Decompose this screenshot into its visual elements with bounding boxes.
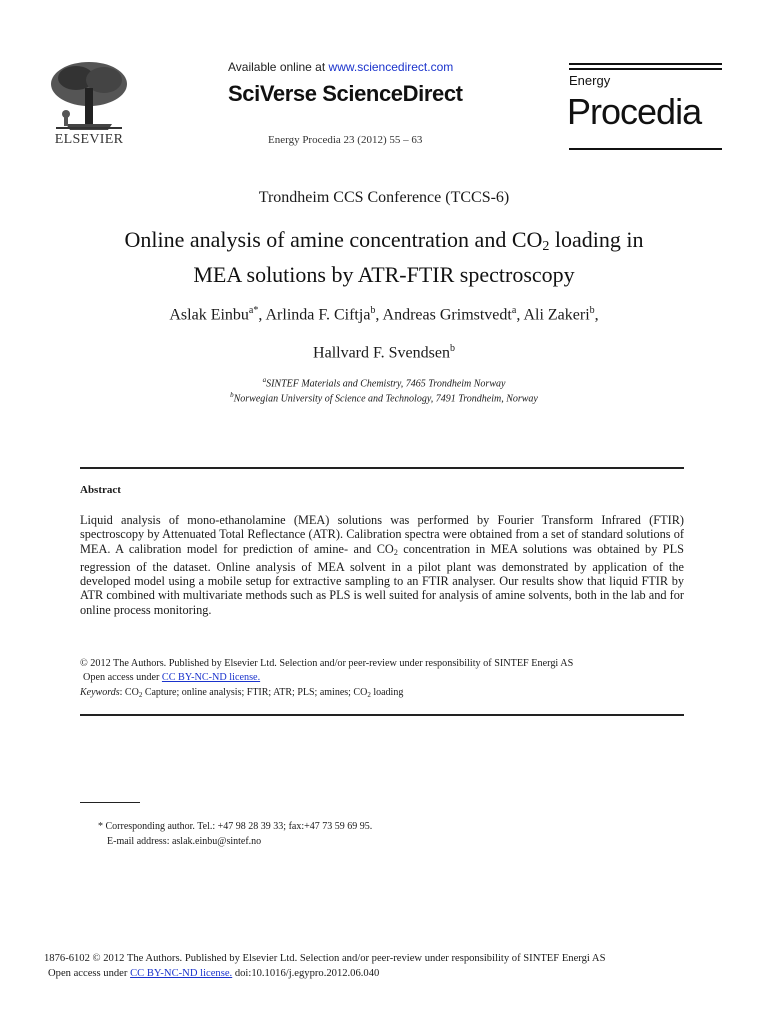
journal-citation: Energy Procedia 23 (2012) 55 – 63 bbox=[268, 134, 423, 146]
affiliation-mark: b bbox=[230, 391, 234, 399]
abstract-rule-top bbox=[80, 467, 684, 469]
keyword-text: Capture; online analysis; FTIR; ATR; PLS; amines; CO bbox=[142, 687, 368, 698]
tree-icon bbox=[46, 58, 132, 134]
title-subscript: 2 bbox=[542, 239, 550, 254]
journal-name-large: Procedia bbox=[567, 91, 702, 132]
affiliation-mark: a bbox=[262, 376, 267, 384]
abstract-subscript: 2 bbox=[393, 547, 398, 557]
abstract-part: Liquid analysis of mono-ethanolamine (MEA) solutions was performed by Fourier Transform Infrared (FTIR) spectroscopy by Attenuated Total Reflectance (ATR). Calibration spectra were obtained from a set of standard solutions of MEA. A calibration model for prediction of amine- and CO bbox=[80, 513, 684, 556]
open-access-prefix: Open access under bbox=[48, 968, 131, 979]
email-note: E-mail address: aslak.einbu@sintef.no bbox=[107, 836, 262, 847]
paper-title bbox=[40, 226, 728, 289]
author-name: Aslak Einbu bbox=[169, 306, 249, 324]
publisher-name: ELSEVIER bbox=[54, 132, 124, 147]
author-list bbox=[40, 294, 728, 371]
keywords-label: Keywords bbox=[80, 687, 120, 698]
affiliation-text: Norwegian University of Science and Technology, 7491 Trondheim, Norway bbox=[233, 393, 538, 405]
issn-copyright-line: 1876-6102 © 2012 The Authors. Published by Elsevier Ltd. Selection and/or peer-review under responsibility of SINTEF Energi AS bbox=[44, 953, 606, 964]
affiliation-a bbox=[40, 376, 728, 389]
author-sep: , bbox=[516, 306, 524, 324]
author-affil-mark: b bbox=[589, 305, 595, 316]
author-affil-mark: a* bbox=[248, 305, 259, 316]
author-name: Ali Zakeri bbox=[523, 306, 590, 324]
license-link[interactable]: CC BY-NC-ND license. bbox=[161, 672, 261, 683]
availability-prefix: Available online at bbox=[228, 60, 329, 74]
keyword-text: loading bbox=[370, 687, 404, 698]
journal-rule-bottom bbox=[569, 148, 722, 150]
keyword-subscript: 2 bbox=[367, 691, 371, 699]
affiliation-b bbox=[40, 391, 728, 404]
author-affil-mark: a bbox=[511, 305, 517, 316]
keyword-subscript: 2 bbox=[138, 691, 143, 699]
affiliation-text: SINTEF Materials and Chemistry, 7465 Trondheim Norway bbox=[266, 378, 506, 390]
bottom-license-link[interactable]: CC BY-NC-ND license. bbox=[130, 968, 233, 979]
author-sep: , bbox=[375, 306, 383, 324]
journal-name-small: Energy bbox=[569, 73, 611, 88]
copyright-line: © 2012 The Authors. Published by Elsevier Ltd. Selection and/or peer-review under responsibility of SINTEF Energi AS bbox=[80, 658, 574, 669]
author-name: Arlinda F. Ciftja bbox=[265, 306, 371, 324]
author-sep: , bbox=[594, 306, 599, 324]
doi-text: doi:10.1016/j.egypro.2012.06.040 bbox=[232, 968, 380, 979]
abstract-rule-bottom bbox=[80, 714, 684, 716]
author-affil-mark: b bbox=[370, 305, 376, 316]
availability-line bbox=[228, 60, 453, 74]
open-access-line bbox=[83, 672, 260, 683]
conference-name: Trondheim CCS Conference (TCCS-6) bbox=[258, 189, 510, 206]
author-affil-mark: b bbox=[449, 343, 455, 355]
author-name: Hallvard F. Svendsen bbox=[313, 344, 450, 362]
abstract-heading: Abstract bbox=[80, 484, 121, 496]
journal-rule-top bbox=[569, 63, 722, 65]
title-part: loading in bbox=[549, 227, 644, 252]
author-sep: , bbox=[258, 306, 266, 324]
corresponding-author-note: * Corresponding author. Tel.: +47 98 28 39 33; fax:+47 73 59 69 95. bbox=[98, 821, 373, 832]
open-access-prefix: Open access under bbox=[83, 672, 162, 683]
abstract-text bbox=[80, 513, 684, 617]
keyword-text: CO bbox=[124, 687, 139, 698]
keywords-line bbox=[80, 687, 403, 699]
title-part: MEA solutions by ATR-FTIR spectroscopy bbox=[193, 262, 575, 287]
author-name: Andreas Grimstvedt bbox=[382, 306, 512, 324]
journal-rule-top-2 bbox=[569, 68, 722, 70]
abstract-part: concentration in MEA solutions was obtained by PLS regression of the dataset. Online analysis of MEA solvent in a pilot plant was demonstrated by application of the developed model using a mobile setup for extractive sampling to an FTIR analyser. Our results show that liquid FTIR by ATR combined with multivariate methods such as PLS is well suited for analysis of amine solvents, both in the lab and for online process monitoring. bbox=[80, 541, 684, 617]
bottom-open-access-line bbox=[48, 968, 379, 979]
sciencedirect-link[interactable]: www.sciencedirect.com bbox=[328, 60, 454, 74]
footnote-rule bbox=[80, 802, 140, 803]
title-part: Online analysis of amine concentration and CO bbox=[124, 227, 543, 252]
keywords-sep: : bbox=[119, 687, 125, 698]
platform-logo-text: SciVerse ScienceDirect bbox=[228, 81, 463, 106]
